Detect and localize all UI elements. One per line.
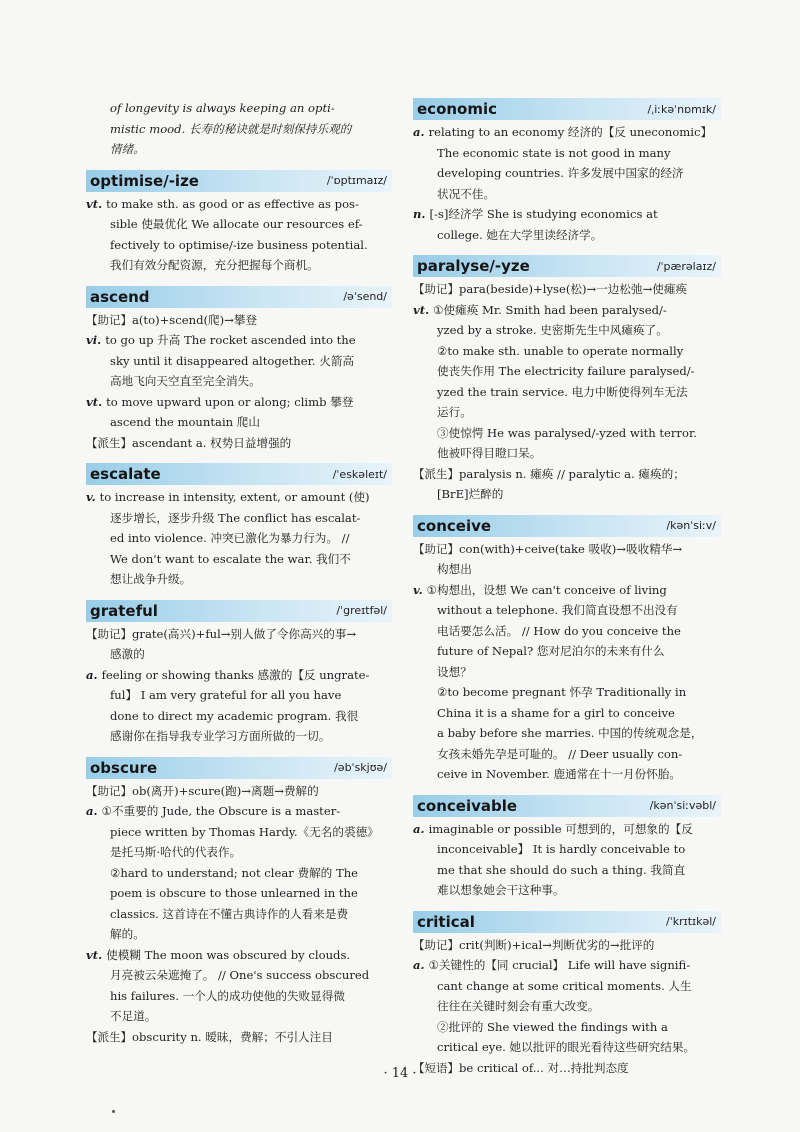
line-text: 难以想象她会干这种事。 bbox=[437, 883, 565, 897]
line-text: ①关键性的【同 crucial】 Life will have signifi- bbox=[428, 958, 691, 972]
line-text: ②批评的 She viewed the findings with a bbox=[437, 1019, 668, 1034]
entry-line bbox=[86, 665, 392, 686]
entry-line bbox=[413, 559, 721, 580]
entry-line bbox=[86, 685, 392, 706]
line-text: paralysis n. 瘫痪 // paralytic a. 瘫痪的； bbox=[459, 466, 685, 481]
entry-critical bbox=[413, 911, 721, 1079]
line-text: relating to an economy 经济的【反 uneconomic】 bbox=[428, 125, 713, 139]
entry-line bbox=[413, 402, 721, 423]
entry-line bbox=[413, 976, 721, 997]
entry-line bbox=[413, 143, 721, 164]
headword-bar bbox=[413, 911, 721, 933]
line-text: 月亮被云朵遮掩了。 // One's success obscured bbox=[110, 968, 370, 982]
entry-line bbox=[86, 801, 392, 822]
line-text: 女孩未婚先孕是可耻的。 // Deer usually con- bbox=[437, 746, 683, 761]
line-text: ful】 I am very grateful for all you have bbox=[110, 688, 342, 702]
entry-line bbox=[86, 487, 392, 508]
entry-paralyse--yze bbox=[413, 255, 721, 505]
entry-line bbox=[86, 781, 392, 802]
headword: critical bbox=[417, 912, 475, 931]
entry-line bbox=[86, 549, 392, 570]
line-text: 他被吓得目瞪口呆。 bbox=[437, 446, 542, 460]
line-text: feeling or showing thanks 感激的【反 ungrate- bbox=[101, 667, 370, 682]
entry-line bbox=[413, 163, 721, 184]
entry-line bbox=[86, 235, 392, 256]
pronunciation: /ˈgreɪtfəl/ bbox=[336, 604, 387, 617]
line-text: grate(高兴)+ful→别人做了令你高兴的事→ bbox=[132, 626, 357, 641]
entry-line bbox=[86, 351, 392, 372]
part-of-speech: v. bbox=[413, 582, 423, 597]
headword-bar bbox=[413, 515, 721, 537]
entry-line bbox=[413, 860, 721, 881]
entry-conceivable bbox=[413, 795, 721, 901]
line-text: ②to make sth. unable to operate normally bbox=[437, 343, 684, 358]
section-tag: 【助记】 bbox=[413, 937, 459, 952]
line-text: future of Nepal? 您对尼泊尔的未来有什么 bbox=[437, 644, 665, 658]
entry-escalate bbox=[86, 463, 392, 590]
part-of-speech: vt. bbox=[86, 196, 103, 211]
line-text: imaginable or possible 可想到的，可想象的【反 bbox=[428, 821, 693, 836]
entry-grateful bbox=[86, 600, 392, 747]
headword-bar bbox=[413, 98, 721, 120]
line-text: The economic state is not good in many bbox=[437, 145, 671, 160]
entry-line bbox=[86, 863, 392, 884]
line-text: without a telephone. 我们简直设想不出没有 bbox=[437, 603, 678, 617]
entry-line bbox=[413, 423, 721, 444]
line-text: to make sth. as good or as effective as pos- bbox=[106, 196, 359, 211]
entry-line bbox=[413, 184, 721, 205]
entry-line bbox=[86, 214, 392, 235]
line-text: ②hard to understand; not clear 费解的 The bbox=[110, 865, 359, 880]
entry-line bbox=[413, 764, 721, 785]
line-text: ceive in November. 鹿通常在十一月份怀胎。 bbox=[437, 767, 682, 781]
line-text: college. 她在大学里读经济学。 bbox=[437, 227, 603, 242]
part-of-speech: a. bbox=[413, 958, 425, 972]
headword-bar bbox=[86, 170, 392, 192]
entry-line bbox=[413, 682, 721, 703]
line-text: obscurity n. 暧昧，费解；不引人注目 bbox=[132, 1029, 333, 1044]
entry-line bbox=[413, 996, 721, 1017]
section-tag: 【助记】 bbox=[413, 541, 459, 556]
pronunciation: /ˈkrɪtɪkəl/ bbox=[665, 915, 716, 928]
line-text: ed into violence. 冲突已激化为暴力行为。 // bbox=[110, 531, 350, 545]
line-text: ascendant a. 权势日益增强的 bbox=[132, 435, 292, 450]
line-text: ①不重要的 Jude, the Obscure is a master- bbox=[101, 804, 341, 818]
entry-line bbox=[413, 641, 721, 662]
line-text: 构想出 bbox=[437, 562, 472, 576]
entry-line bbox=[413, 484, 721, 505]
entry-line bbox=[86, 726, 392, 747]
part-of-speech: v. bbox=[86, 490, 96, 504]
entry-line bbox=[413, 703, 721, 724]
entry-line bbox=[413, 341, 721, 362]
entry-line bbox=[413, 122, 721, 143]
line-text: a(to)+scend(爬)→攀登 bbox=[132, 312, 258, 327]
entry-line bbox=[413, 723, 721, 744]
section-tag: 【助记】 bbox=[86, 626, 132, 641]
line-text: ③使惊愕 He was paralysed/-yzed with terror. bbox=[437, 425, 697, 440]
print-dot bbox=[112, 1110, 115, 1113]
headword-bar bbox=[86, 757, 392, 779]
entry-line bbox=[86, 1006, 392, 1027]
entry-line bbox=[86, 986, 392, 1007]
left-column bbox=[86, 98, 392, 1057]
pronunciation: /əbˈskjʊə/ bbox=[334, 761, 387, 774]
line-text: para(beside)+lyse(松)→一边松弛→使瘫痪 bbox=[459, 282, 688, 296]
continuation-line: mistic mood. 长寿的秘诀就是时刻保持乐观的 bbox=[110, 121, 352, 136]
entry-line bbox=[86, 371, 392, 392]
right-column bbox=[413, 98, 721, 1088]
entry-line bbox=[413, 279, 721, 300]
headword-bar bbox=[86, 600, 392, 622]
line-text: be critical of... 对…持批判态度 bbox=[459, 1060, 629, 1075]
section-tag: 【派生】 bbox=[86, 435, 132, 450]
line-text: 我们有效分配资源，充分把握每个商机。 bbox=[110, 258, 319, 272]
line-text: done to direct my academic program. 我很 bbox=[110, 708, 359, 723]
entry-line bbox=[413, 600, 721, 621]
entry-line bbox=[413, 744, 721, 765]
line-text: 状况不佳。 bbox=[437, 186, 495, 201]
line-text: China it is a shame for a girl to conceive bbox=[437, 705, 675, 720]
pronunciation: /ˈeskəleɪt/ bbox=[332, 467, 387, 481]
pronunciation: /əˈsend/ bbox=[343, 290, 387, 303]
entry-line bbox=[86, 255, 392, 276]
entry-line bbox=[86, 624, 392, 645]
line-text: 设想？ bbox=[437, 664, 472, 679]
pronunciation: /ˌiːkəˈnɒmɪk/ bbox=[647, 102, 716, 116]
line-text: 感谢你在指导我专业学习方面所做的一切。 bbox=[110, 729, 331, 743]
line-text: classics. 这首诗在不懂古典诗作的人看来是费 bbox=[110, 906, 349, 921]
line-text: 使丧失作用 The electricity failure paralysed/- bbox=[437, 364, 695, 378]
headword: ascend bbox=[90, 287, 150, 306]
part-of-speech: a. bbox=[413, 821, 425, 836]
headword-bar bbox=[413, 255, 721, 277]
left-entries bbox=[86, 170, 392, 1048]
part-of-speech: a. bbox=[413, 125, 425, 139]
line-text: ①构想出，设想 We can't conceive of living bbox=[426, 582, 667, 597]
part-of-speech: n. bbox=[413, 207, 426, 221]
entry-line bbox=[86, 706, 392, 727]
entry-line bbox=[413, 935, 721, 956]
entry-line bbox=[413, 361, 721, 382]
line-text: yzed the train service. 电力中断使得列车无法 bbox=[437, 384, 688, 399]
line-text: 不足道。 bbox=[110, 1009, 157, 1023]
line-text: We don't want to escalate the war. 我们不 bbox=[110, 551, 351, 566]
headword-bar bbox=[413, 795, 721, 817]
line-text: to move upward upon or along; climb 攀登 bbox=[106, 394, 354, 409]
entry-line bbox=[86, 644, 392, 665]
line-text: 电话要怎么活。 // How do you conceive the bbox=[437, 623, 681, 638]
entry-line bbox=[86, 904, 392, 925]
line-text: con(with)+ceive(take 吸收)→吸收精华→ bbox=[459, 541, 683, 556]
entry-line bbox=[413, 204, 721, 225]
continuation-text bbox=[86, 98, 392, 160]
continuation-line: 情绪。 bbox=[110, 142, 145, 156]
line-text: poem is obscure to those unlearned in the bbox=[110, 886, 358, 900]
entry-line bbox=[86, 433, 392, 454]
line-text: sky until it disappeared altogether. 火箭高 bbox=[110, 353, 355, 368]
pronunciation: /kənˈsiːv/ bbox=[666, 519, 716, 532]
line-text: 往往在关键时刻会有重大改变。 bbox=[437, 999, 600, 1013]
entry-ascend bbox=[86, 286, 392, 454]
line-text: his failures. 一个人的成功使他的失败显得微 bbox=[110, 988, 345, 1003]
entry-line bbox=[413, 300, 721, 321]
headword: economic bbox=[417, 100, 498, 118]
entry-line bbox=[413, 880, 721, 901]
entry-line bbox=[413, 225, 721, 246]
entry-line bbox=[413, 621, 721, 642]
page-number: · 14 · bbox=[383, 1066, 417, 1081]
line-text: 感激的 bbox=[110, 647, 145, 661]
line-text: 是托马斯·哈代的代表作。 bbox=[110, 845, 242, 859]
entry-line bbox=[86, 528, 392, 549]
section-tag: 【派生】 bbox=[86, 1029, 132, 1044]
entry-line bbox=[86, 883, 392, 904]
entry-line bbox=[86, 392, 392, 413]
entry-line bbox=[413, 839, 721, 860]
section-tag: 【短语】 bbox=[413, 1060, 459, 1075]
part-of-speech: vi. bbox=[86, 333, 102, 347]
line-text: 解的。 bbox=[110, 927, 145, 941]
part-of-speech: a. bbox=[86, 667, 98, 682]
entry-line bbox=[413, 580, 721, 601]
section-tag: 【助记】 bbox=[86, 312, 132, 327]
section-tag: 【助记】 bbox=[413, 282, 459, 296]
entry-economic bbox=[413, 98, 721, 245]
entry-line bbox=[86, 842, 392, 863]
entry-line bbox=[413, 539, 721, 560]
headword: escalate bbox=[90, 465, 161, 483]
line-text: cant change at some critical moments. 人生 bbox=[437, 978, 692, 993]
right-entries bbox=[413, 98, 721, 1078]
line-text: ②to become pregnant 怀孕 Traditionally in bbox=[437, 685, 687, 699]
headword: grateful bbox=[90, 601, 158, 620]
entry-line bbox=[413, 819, 721, 840]
line-text: to increase in intensity, extent, or amount (使) bbox=[99, 490, 370, 504]
entry-conceive bbox=[413, 515, 721, 785]
line-text: sible 使最优化 We allocate our resources ef- bbox=[110, 217, 363, 231]
line-text: a baby before she marries. 中国的传统观念是， bbox=[437, 726, 703, 740]
part-of-speech: vt. bbox=[86, 947, 103, 962]
headword-bar bbox=[86, 286, 392, 308]
pronunciation: /kənˈsiːvəbl/ bbox=[649, 799, 716, 812]
entry-line bbox=[413, 320, 721, 341]
entry-line bbox=[413, 955, 721, 976]
line-text: 运行。 bbox=[437, 405, 472, 419]
entry-line bbox=[86, 965, 392, 986]
line-text: fectively to optimise/-ize business potential. bbox=[110, 237, 368, 252]
part-of-speech: a. bbox=[86, 804, 98, 818]
entry-line bbox=[86, 508, 392, 529]
line-text: 高地飞向天空直至完全消失。 bbox=[110, 374, 261, 388]
pronunciation: /ˈpærəlaɪz/ bbox=[656, 259, 716, 273]
section-tag: 【助记】 bbox=[86, 783, 132, 798]
line-text: 逐步增长，逐步升级 The conflict has escalat- bbox=[110, 510, 361, 525]
entry-line bbox=[413, 382, 721, 403]
line-text: inconceivable】 It is hardly conceivable to bbox=[437, 842, 686, 856]
headword: optimise/-ize bbox=[90, 171, 199, 190]
entry-line bbox=[86, 412, 392, 433]
line-text: crit(判断)+ical→判断优劣的→批评的 bbox=[459, 937, 655, 952]
line-text: [-s]经济学 She is studying economics at bbox=[429, 207, 658, 221]
entry-line bbox=[86, 194, 392, 215]
entry-line bbox=[413, 1017, 721, 1038]
entry-line bbox=[413, 464, 721, 485]
entry-line bbox=[86, 1027, 392, 1048]
headword-bar bbox=[86, 463, 392, 485]
headword: conceive bbox=[417, 516, 492, 535]
continuation-line: of longevity is always keeping an opti- bbox=[110, 101, 335, 115]
line-text: to go up 升高 The rocket ascended into the bbox=[105, 333, 356, 347]
entry-line bbox=[413, 662, 721, 683]
entry-line bbox=[413, 443, 721, 464]
pronunciation: /ˈɒptɪmaɪz/ bbox=[326, 174, 387, 187]
line-text: ①使瘫痪 Mr. Smith had been paralysed/- bbox=[433, 302, 667, 317]
entry-line bbox=[86, 569, 392, 590]
entry-obscure bbox=[86, 757, 392, 1048]
line-text: ascend the mountain 爬山 bbox=[110, 415, 260, 429]
entry-line bbox=[413, 1037, 721, 1058]
entry-line bbox=[86, 310, 392, 331]
line-text: 使模糊 The moon was obscured by clouds. bbox=[106, 947, 351, 962]
part-of-speech: vt. bbox=[413, 302, 430, 317]
headword: conceivable bbox=[417, 796, 518, 815]
section-tag: 【派生】 bbox=[413, 466, 459, 481]
line-text: 想让战争升级。 bbox=[110, 572, 192, 586]
entry-line bbox=[86, 945, 392, 966]
line-text: me that she should do such a thing. 我简直 bbox=[437, 862, 686, 877]
headword: obscure bbox=[90, 758, 158, 777]
line-text: ob(离开)+scure(跑)→离题→费解的 bbox=[132, 783, 319, 798]
part-of-speech: vt. bbox=[86, 394, 103, 409]
line-text: developing countries. 许多发展中国家的经济 bbox=[437, 166, 684, 180]
headword: paralyse/-yze bbox=[417, 257, 530, 275]
line-text: piece written by Thomas Hardy.《无名的裘德》 bbox=[110, 824, 379, 839]
entry-line bbox=[86, 330, 392, 351]
line-text: yzed by a stroke. 史密斯先生中风瘫痪了。 bbox=[437, 323, 668, 337]
entry-line bbox=[86, 924, 392, 945]
line-text: [BrE]烂醉的 bbox=[437, 487, 504, 501]
line-text: critical eye. 她以批评的眼光看待这些研究结果。 bbox=[437, 1040, 696, 1054]
entry-optimise--ize bbox=[86, 170, 392, 276]
entry-line bbox=[86, 822, 392, 843]
